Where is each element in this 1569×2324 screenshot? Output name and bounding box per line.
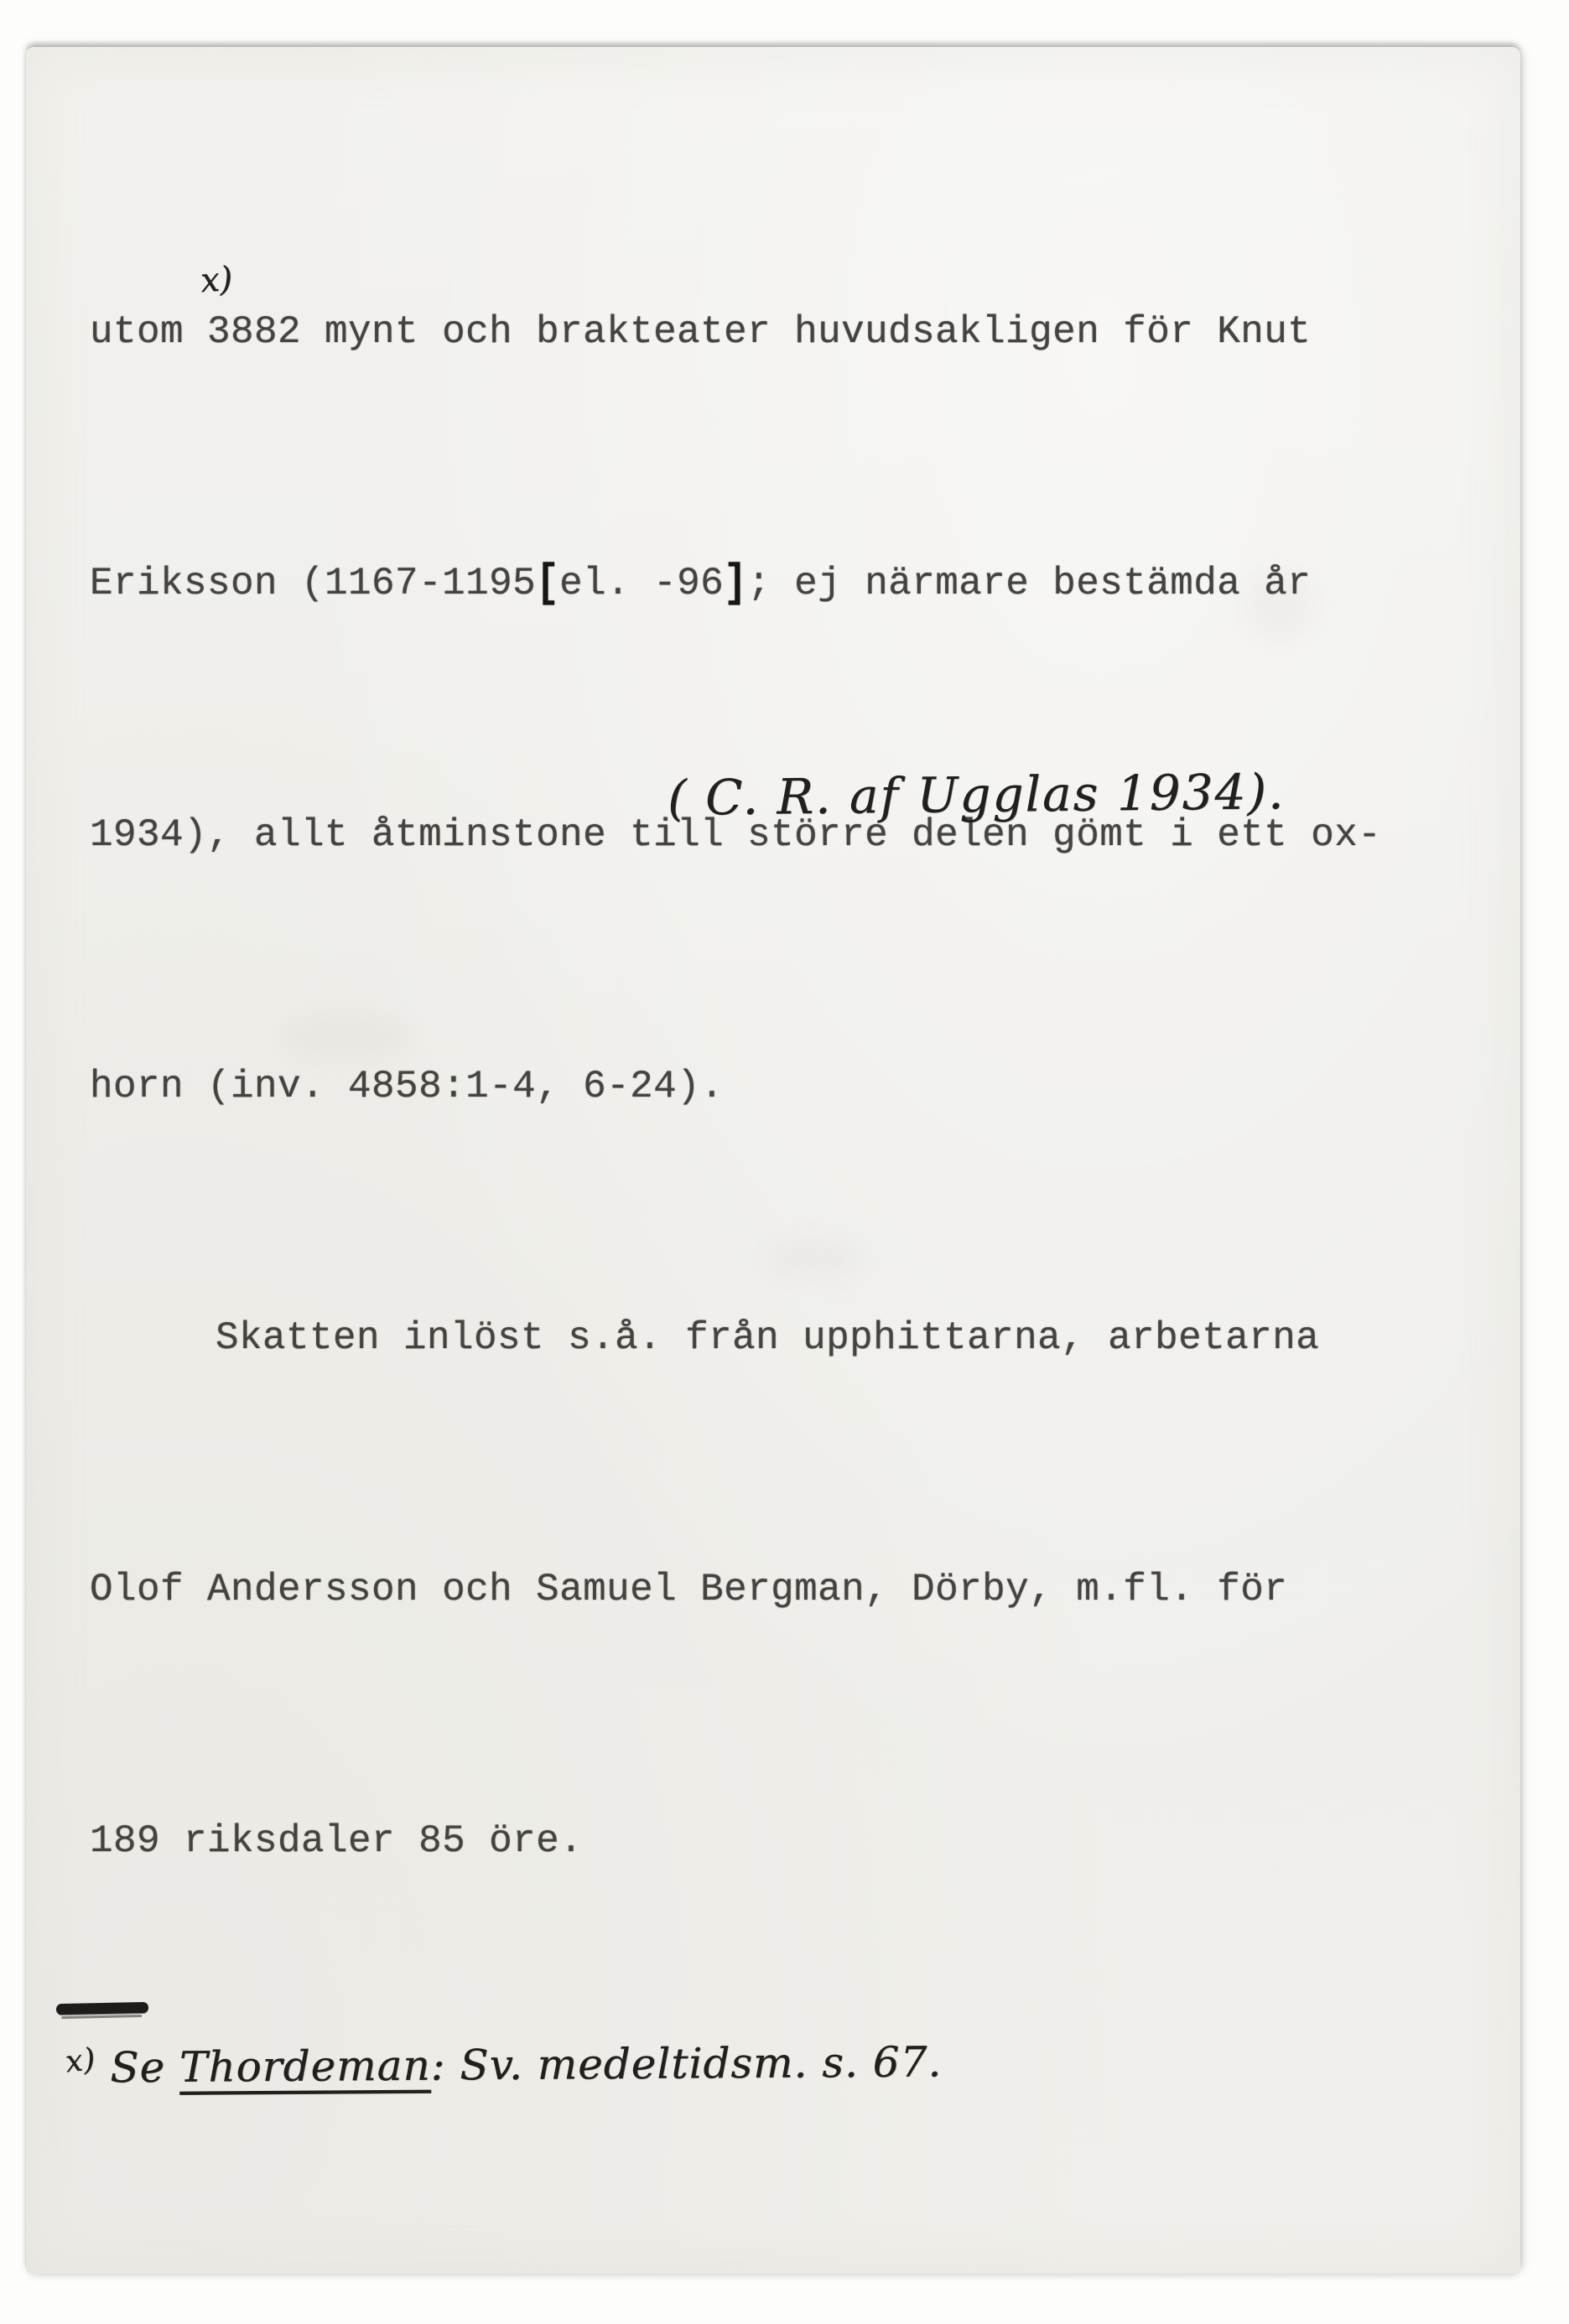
typewritten-text-block	[90, 122, 1381, 2051]
footnote-marker: x)	[63, 2041, 98, 2080]
typed-line-2-segment: Eriksson (1167-1195	[90, 562, 537, 605]
typed-line-1: utom 3882 mynt och brakteater huvudsakligen för Knut	[90, 310, 1312, 354]
typed-line-2-segment: el. -96	[559, 562, 725, 605]
handwritten-footnote-marker-superscript: x)	[199, 259, 234, 301]
footnote-separator-line	[56, 2002, 148, 2015]
typed-line-2-segment: ; ej närmare bestämda år	[747, 562, 1312, 605]
handwritten-citation: ( C. R. af Ugglas 1934).	[667, 763, 1286, 827]
inked-bracket-close: ]	[724, 558, 748, 610]
footnote-underlined-name: Thordeman	[179, 2041, 431, 2092]
typed-line-6: Olof Andersson och Samuel Bergman, Dörby, m.fl. för	[90, 1568, 1288, 1611]
footnote-text-post: : Sv. medeltidsm. s. 67.	[430, 2037, 943, 2090]
handwritten-footnote	[65, 2037, 943, 2092]
paper-sheet	[25, 46, 1520, 2274]
typed-line-4: horn (inv. 4858:1-4, 6-24).	[90, 1065, 725, 1108]
typed-line-5: Skatten inlöst s.å. från upphittarna, arbetarna	[216, 1316, 1320, 1360]
inked-bracket-open: [	[536, 558, 560, 610]
typed-line-7: 189 riksdaler 85 öre.	[90, 1819, 584, 1863]
typed-line-3: 1934), allt åtminstone till större delen gömt i ett ox-	[90, 813, 1382, 857]
footnote-text-pre: Se	[96, 2042, 180, 2093]
typed-line-2	[90, 542, 1381, 625]
